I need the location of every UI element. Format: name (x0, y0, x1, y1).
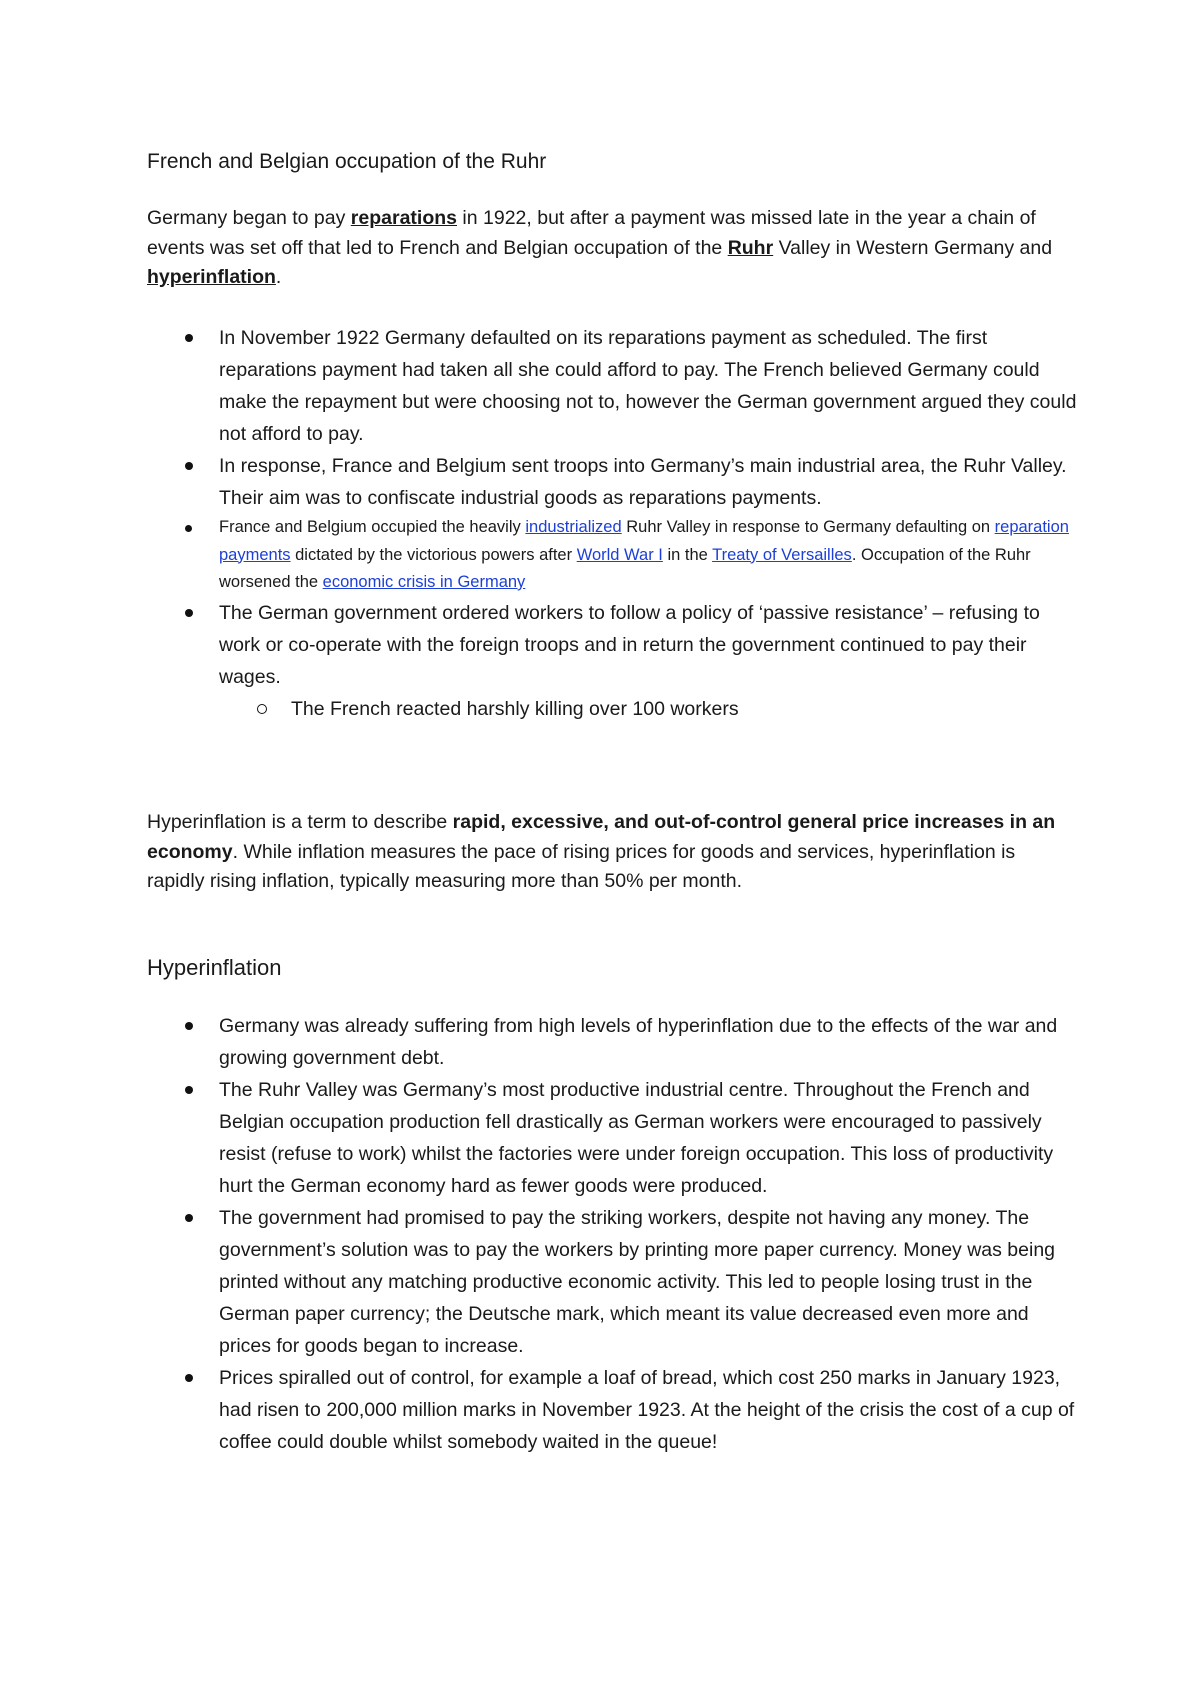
list-item (147, 514, 1077, 597)
item-text: France and Belgium occupied the heavily (219, 518, 526, 536)
intro-text: Valley in Western Germany and (773, 236, 1053, 259)
item-text: dictated by the victorious powers after (290, 545, 577, 564)
section-title-hyperinflation: Hyperinflation (147, 955, 282, 980)
item-text: . Occupation of the Ruhr worsened the (219, 545, 1031, 591)
intro-paragraph (147, 204, 1077, 293)
sub-list-item: The French reacted harshly killing over 100 workers (147, 693, 1077, 725)
ruhr-bullet-list (147, 322, 1077, 725)
treaty-of-versailles-link[interactable]: Treaty of Versailles (712, 545, 852, 564)
definition-text: . While inflation measures the pace of rising prices for goods and services, hyperinflation is rapidly rising inflation, typically measuring more than 50% per month. (147, 840, 1016, 892)
item-text: in the (662, 545, 713, 564)
list-item: The Ruhr Valley was Germany’s most productive industrial centre. Throughout the French and Belgian occupation production fell drastically as German workers were encouraged to passively resist (refuse to work) whilst the factories were under foreign occupation. This loss of productivity hurt the German economy hard as fewer goods were produced. (147, 1074, 1077, 1202)
reparation-payments-link[interactable]: reparation payments (219, 518, 1069, 564)
list-item: Germany was already suffering from high levels of hyperinflation due to the effects of the war and growing government debt. (147, 1010, 1077, 1074)
hyperinflation-bullet-list (147, 1010, 1077, 1458)
world-war-i-link[interactable]: World War I (576, 545, 663, 564)
economic-crisis-link[interactable]: economic crisis in Germany (322, 573, 526, 591)
list-item: In November 1922 Germany defaulted on its reparations payment as scheduled. The first reparations payment had taken all she could afford to pay. The French believed Germany could make the repayment but were choosing not to, however the German government argued they could not afford to pay. (147, 322, 1077, 450)
list-item: In response, France and Belgium sent troops into Germany’s main industrial area, the Ruhr Valley. Their aim was to confiscate industrial goods as reparations payments. (147, 450, 1077, 514)
list-item: Prices spiralled out of control, for example a loaf of bread, which cost 250 marks in January 1923, had risen to 200,000 million marks in November 1923. At the height of the crisis the cost of a cup of coffee could double whilst somebody waited in the queue! (147, 1362, 1077, 1458)
hyperinflation-link[interactable]: hyperinflation (147, 266, 276, 288)
intro-text: . (275, 266, 282, 288)
reparations-link[interactable]: reparations (350, 207, 457, 229)
intro-text: Germany began to pay (147, 207, 351, 229)
list-item: The German government ordered workers to follow a policy of ‘passive resistance’ – refusing to work or co-operate with the foreign troops and in return the government continued to pay their wages. (147, 597, 1077, 693)
list-item: The government had promised to pay the striking workers, despite not having any money. The government’s solution was to pay the workers by printing more paper currency. Money was being printed without any matching productive economic activity. This led to people losing trust in the German paper currency; the Deutsche mark, which meant its value decreased even more and prices for goods began to increase. (147, 1202, 1077, 1362)
definition-paragraph (147, 808, 1077, 897)
ruhr-link[interactable]: Ruhr (727, 236, 774, 259)
industrialized-link[interactable]: industrialized (525, 518, 622, 536)
definition-bold: rapid, excessive, and out-of-control general price increases in an economy (147, 811, 1056, 863)
definition-text: Hyperinflation is a term to describe (147, 811, 453, 833)
intro-text: in 1922, but after a payment was missed late in the year a chain of events was set off that led to French and Belgian occupation of the (147, 207, 1036, 259)
item-text: Ruhr Valley in response to Germany defaulting on (621, 518, 995, 536)
section-title-ruhr: French and Belgian occupation of the Ruhr (147, 150, 547, 173)
